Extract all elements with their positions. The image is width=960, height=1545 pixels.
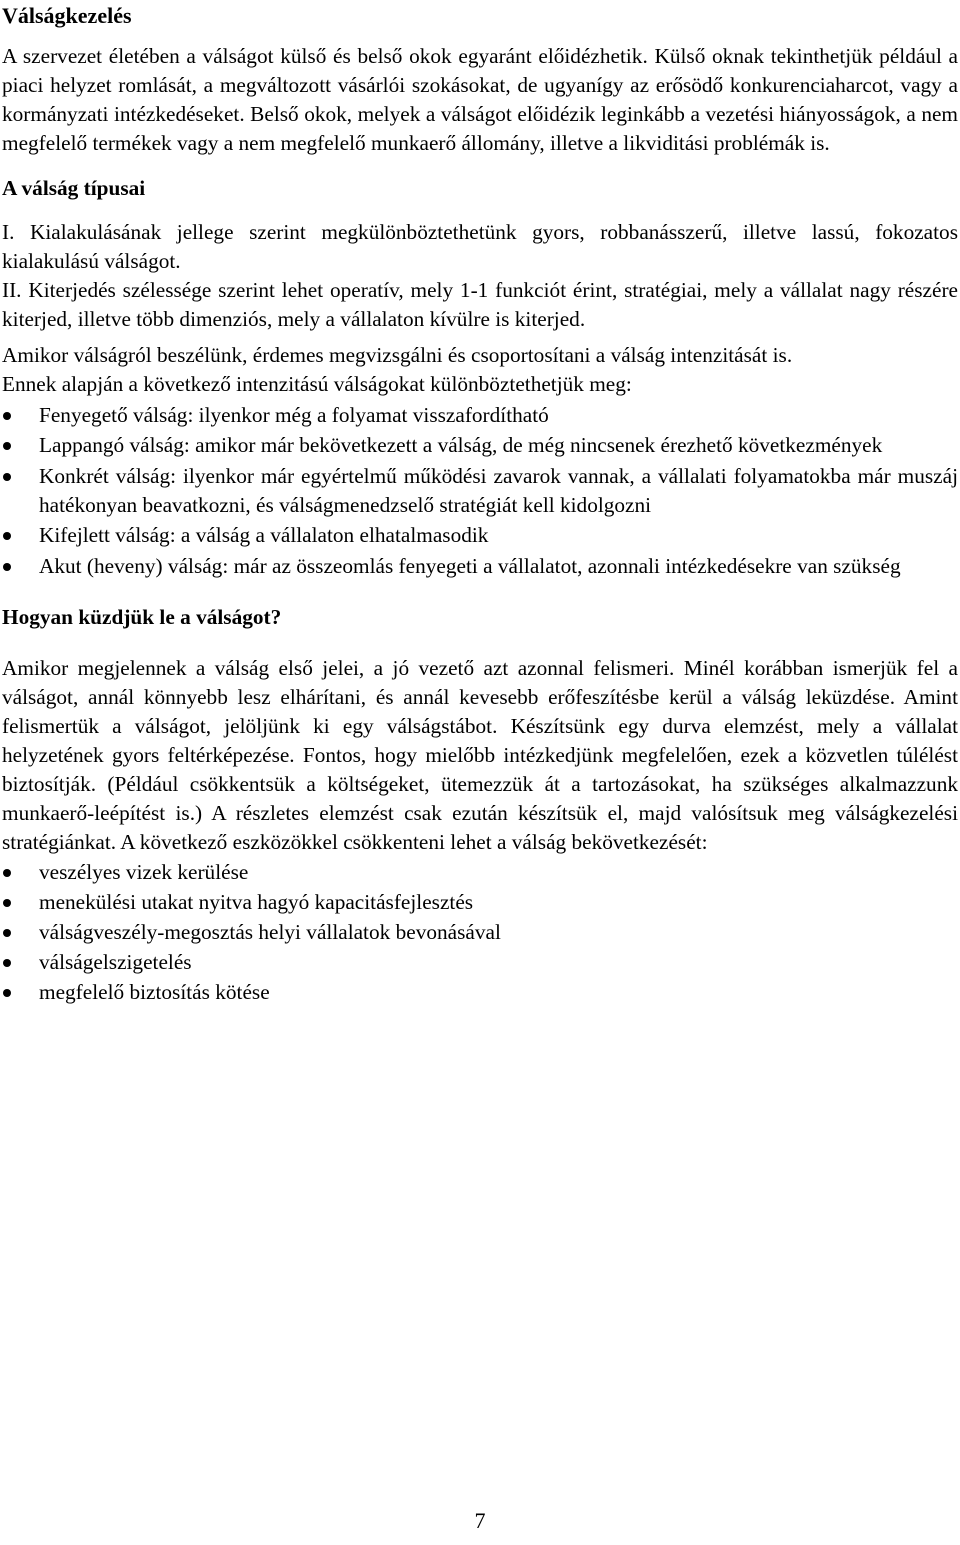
list-item: megfelelő biztosítás kötése bbox=[2, 978, 958, 1007]
list-item: menekülési utakat nyitva hagyó kapacitásfejlesztés bbox=[2, 888, 958, 917]
intensity-section bbox=[2, 341, 958, 581]
list-item: veszélyes vizek kerülése bbox=[2, 858, 958, 887]
list-item: Lappangó válság: amikor már bekövetkezett a válság, de még nincsenek érezhető következmények bbox=[2, 431, 958, 460]
type-1-paragraph: I. Kialakulásának jellege szerint megkülönböztethetünk gyors, robbanásszerű, illetve lassú, fokozatos kialakulású válságot. bbox=[2, 220, 958, 273]
list-item: válságveszély-megosztás helyi vállalatok bevonásával bbox=[2, 918, 958, 947]
crisis-types bbox=[2, 218, 958, 334]
types-heading: A válság típusai bbox=[2, 176, 146, 200]
list-item: Akut (heveny) válság: már az összeomlás fenyegeti a vállalatot, azonnali intézkedésekre van szükség bbox=[2, 552, 958, 581]
list-item: Konkrét válság: ilyenkor már egyértelmű működési zavarok vannak, a vállalati folyamatokba már muszáj hatékonyan beavatkozni, és válságmenedzselő stratégiát kell kidolgozni bbox=[2, 462, 958, 520]
intensity-paragraph-1: Amikor válságról beszélünk, érdemes megvizsgálni és csoportosítani a válság intenzitását is. bbox=[2, 343, 793, 367]
list-item: válságelszigetelés bbox=[2, 948, 958, 977]
intensity-paragraph-2: Ennek alapján a következő intenzitású válságokat különböztethetjük meg: bbox=[2, 372, 632, 396]
document-title: Válságkezelés bbox=[2, 3, 132, 28]
tools-list bbox=[2, 858, 958, 1007]
intro-paragraph: A szervezet életében a válságot külső és belső okok egyaránt előidézhetik. Külső oknak tekinthetjük például a piaci helyzet romlását, a megváltozott vásárlói szokásokat, de ugyanígy az erősödő konkurenciaharcot, vagy a kormányzati intézkedéseket. Belső okok, melyek a válságot előidézik leginkább a vezetési hiányosságok, a nem megfelelő termékek vagy a nem megfelelő munkaerő állomány, illetve a likviditási problémák is. bbox=[2, 44, 958, 155]
type-2-paragraph: II. Kiterjedés szélessége szerint lehet operatív, mely 1-1 funkciót érint, stratégiai, mely a vállalat nagy részére kiterjed, illetve több dimenziós, mely a vállalaton kívülre is kiterjed. bbox=[2, 278, 958, 331]
how-section bbox=[2, 654, 958, 1007]
list-item: Fenyegető válság: ilyenkor még a folyamat visszafordítható bbox=[2, 401, 958, 430]
intensity-list bbox=[2, 401, 958, 581]
list-item: Kifejlett válság: a válság a vállalaton elhatalmasodik bbox=[2, 521, 958, 550]
page-number: 7 bbox=[474, 1508, 486, 1533]
how-heading: Hogyan küzdjük le a válságot? bbox=[2, 604, 282, 629]
how-paragraph: Amikor megjelennek a válság első jelei, a jó vezető azt azonnal felismeri. Minél korábban ismerjük fel a válságot, annál könnyebb lesz elhárítani, és annál kevesebb erőfeszítésbe kerül a válság leküzdése. Amint felismertük a válságot, jelöljünk ki egy válságstábot. Készítsünk egy durva elemzést, mely a vállalat helyzetének gyors feltérképezése. Fontos, hogy mielőbb intézkedjünk megfelelően, ezek a közvetlen túlélést biztosítják. (Például csökkentsük a költségeket, ütemezzük át a tartozásokat, ha szükséges alkalmazzunk munkaerő-leépítést is.) A részletes elemzést csak ezután készítsük el, majd valósítsuk meg válságkezelési stratégiánkat. A következő eszközökkel csökkenteni lehet a válság bekövetkezését: bbox=[2, 655, 958, 854]
